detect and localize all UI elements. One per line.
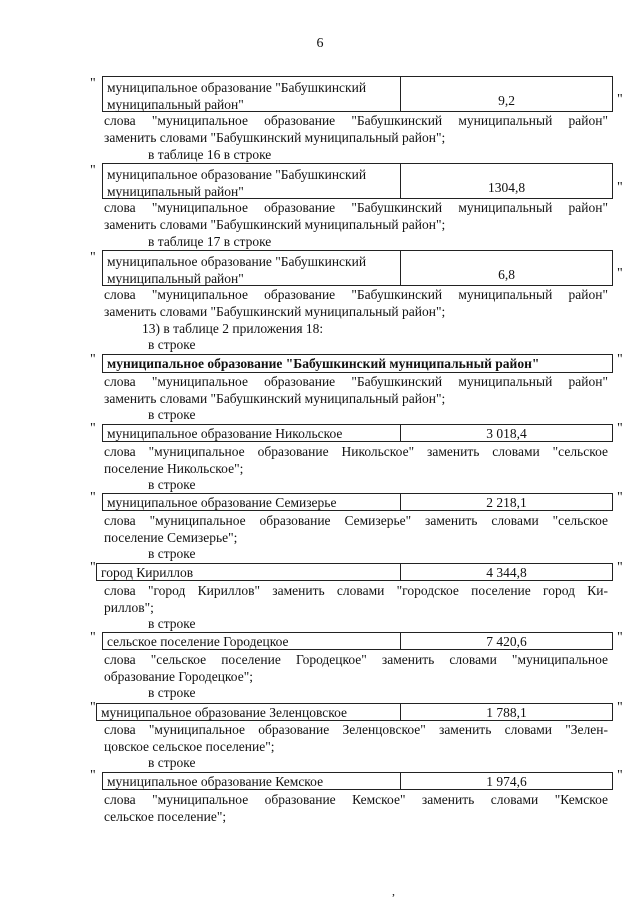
instruction-line: в строке <box>148 407 196 422</box>
close-quote: " <box>617 180 623 195</box>
table-cell-name <box>103 164 401 198</box>
text-line: слова "муниципальное образование "Бабушкинский муниципальный район" <box>104 200 608 215</box>
close-quote: " <box>617 266 623 281</box>
table-cell-value: 1304,8 <box>487 180 526 195</box>
table-cell-name: сельское поселение Городецкое <box>103 633 401 649</box>
table-cell-name <box>103 77 401 111</box>
close-quote: " <box>617 630 623 645</box>
table-row <box>102 76 613 112</box>
close-quote: " <box>617 560 623 575</box>
text-line: цовское сельское поселение"; <box>104 739 275 754</box>
text-line: сельское поселение"; <box>104 809 227 824</box>
cell-line: муниципальный район" <box>107 184 244 199</box>
table-cell-value: 1 974,6 <box>486 773 527 789</box>
text-line: заменить словами "Бабушкинский муниципальный район"; <box>104 391 446 406</box>
text-line: поселение Семизерье"; <box>104 530 238 545</box>
open-quote: " <box>90 700 96 715</box>
open-quote: " <box>90 250 96 265</box>
table-cell-value: 2 218,1 <box>486 494 527 510</box>
close-quote: " <box>617 352 623 367</box>
table-row <box>102 424 613 442</box>
cell-line: муниципальное образование "Бабушкинский <box>107 254 367 269</box>
table-cell-value: 1 788,1 <box>486 704 527 720</box>
open-quote: " <box>90 76 96 91</box>
table-cell-name: муниципальное образование Никольское <box>103 425 401 441</box>
text-line: поселение Никольское"; <box>104 461 244 476</box>
close-quote: " <box>617 421 623 436</box>
text-line: слова "город Кириллов" заменить словами "городское поселение город Ки- <box>104 583 608 598</box>
instruction-line: в строке <box>148 755 196 770</box>
close-quote: " <box>617 490 623 505</box>
table-row <box>102 632 613 650</box>
cell-line: муниципальный район" <box>107 271 244 286</box>
text-line: заменить словами "Бабушкинский муниципальный район"; <box>104 217 446 232</box>
text-line: заменить словами "Бабушкинский муниципальный район"; <box>104 304 446 319</box>
cell-line: муниципальный район" <box>107 97 244 112</box>
footer-mark: , <box>392 884 395 898</box>
table-cell-name <box>103 251 401 285</box>
open-quote: " <box>90 163 96 178</box>
table-row <box>102 250 613 286</box>
table-row <box>102 493 613 511</box>
table-row <box>102 163 613 199</box>
table-cell-name: муниципальное образование Кемское <box>103 773 401 789</box>
text-line: слова "муниципальное образование Никольское" заменить словами "сельское <box>104 444 608 459</box>
instruction-line: в строке <box>148 616 196 631</box>
table-cell-value: 3 018,4 <box>486 425 527 441</box>
close-quote: " <box>617 92 623 107</box>
open-quote: " <box>90 421 96 436</box>
open-quote: " <box>90 352 96 367</box>
cell-line: муниципальное образование "Бабушкинский <box>107 80 367 95</box>
table-cell-name: город Кириллов <box>97 564 401 580</box>
table-cell-value: 9,2 <box>498 93 515 108</box>
cell-line: муниципальное образование "Бабушкинский <box>107 167 367 182</box>
text-line: риллов"; <box>104 600 154 615</box>
instruction-line: в строке <box>148 477 196 492</box>
instruction-line: в таблице 16 в строке <box>148 147 272 162</box>
open-quote: " <box>90 490 96 505</box>
table-row <box>102 772 613 790</box>
instruction-line: в строке <box>148 685 196 700</box>
table-cell-name: муниципальное образование Зеленцовское <box>97 704 401 720</box>
table-row <box>96 563 613 581</box>
close-quote: " <box>617 700 623 715</box>
close-quote: " <box>617 768 623 783</box>
text-line: слова "муниципальное образование "Бабушкинский муниципальный район" <box>104 374 608 389</box>
instruction-line: в таблице 17 в строке <box>148 234 272 249</box>
open-quote: " <box>90 560 96 575</box>
open-quote: " <box>90 768 96 783</box>
open-quote: " <box>90 630 96 645</box>
instruction-line: в строке <box>148 546 196 561</box>
table-cell-value: 4 344,8 <box>486 564 527 580</box>
text-line: заменить словами "Бабушкинский муниципальный район"; <box>104 130 446 145</box>
instruction-line: 13) в таблице 2 приложения 18: <box>142 321 324 336</box>
text-line: слова "муниципальное образование Семизерье" заменить словами "сельское <box>104 513 608 528</box>
instruction-line: в строке <box>148 337 196 352</box>
table-cell-name: муниципальное образование "Бабушкинский муниципальный район" <box>107 356 540 371</box>
table-row <box>96 703 613 721</box>
text-line: слова "сельское поселение Городецкое" заменить словами "муниципальное <box>104 652 608 667</box>
text-line: слова "муниципальное образование "Бабушкинский муниципальный район" <box>104 113 608 128</box>
page-number: 6 <box>316 36 324 51</box>
text-line: слова "муниципальное образование Зеленцовское" заменить словами "Зелен- <box>104 722 608 737</box>
text-line: образование Городецкое"; <box>104 669 253 684</box>
table-row <box>102 354 613 373</box>
table-cell-value: 6,8 <box>498 267 515 282</box>
table-cell-value: 7 420,6 <box>486 633 527 649</box>
text-line: слова "муниципальное образование Кемское" заменить словами "Кемское <box>104 792 608 807</box>
table-cell-name: муниципальное образование Семизерье <box>103 494 401 510</box>
text-line: слова "муниципальное образование "Бабушкинский муниципальный район" <box>104 287 608 302</box>
